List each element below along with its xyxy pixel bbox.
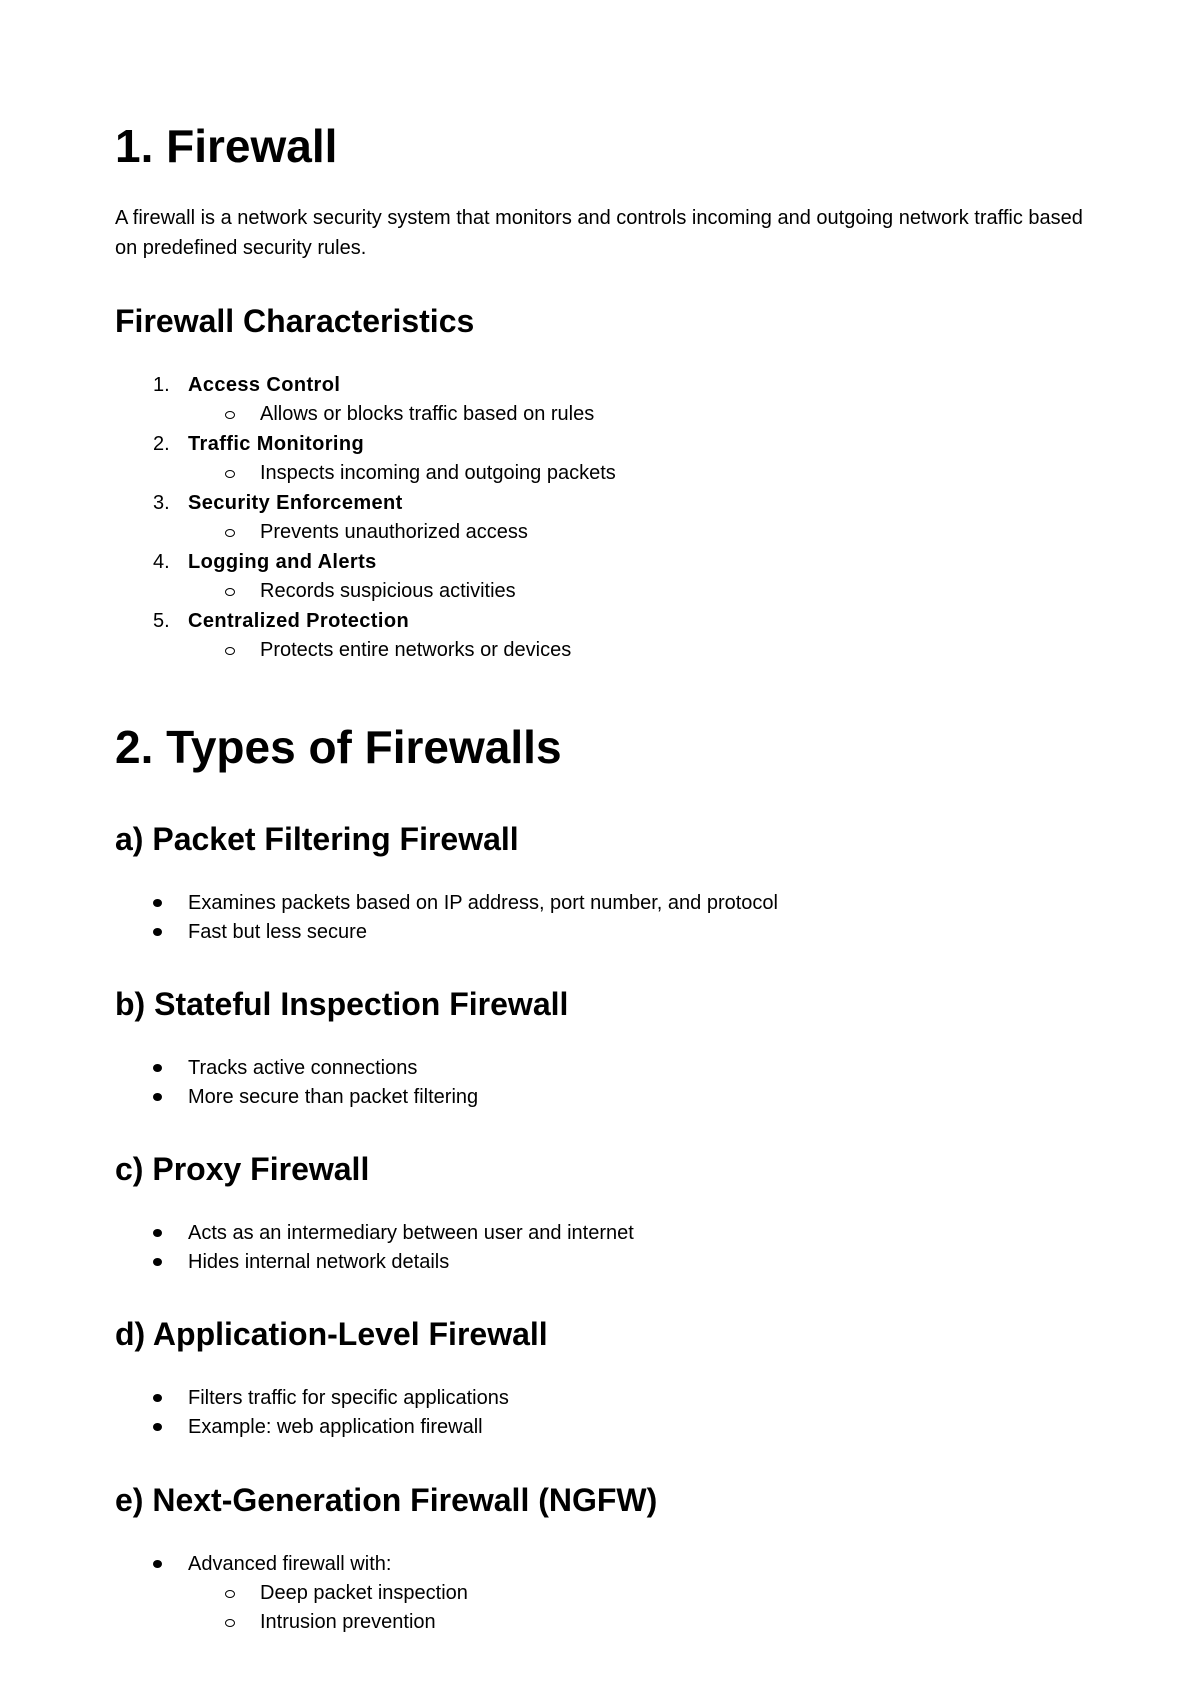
- circle-bullet-icon: [225, 529, 235, 537]
- type-heading: b) Stateful Inspection Firewall: [115, 986, 569, 1022]
- type-bullet: Fast but less secure: [188, 921, 367, 943]
- list-number: 2.: [153, 433, 170, 455]
- characteristic-detail: Allows or blocks traffic based on rules: [260, 403, 595, 425]
- section-title-firewall: 1. Firewall: [115, 120, 338, 172]
- bullet-dot-icon: [153, 1229, 162, 1237]
- bullet-dot-icon: [153, 899, 162, 907]
- type-bullet: Acts as an intermediary between user and internet: [188, 1222, 634, 1244]
- bullet-dot-icon: [153, 928, 162, 936]
- bullet-dot-icon: [153, 1064, 162, 1072]
- list-number: 4.: [153, 551, 170, 573]
- circle-bullet-icon: [225, 1590, 235, 1598]
- type-bullet: Filters traffic for specific applications: [188, 1387, 509, 1409]
- section-title-types: 2. Types of Firewalls: [115, 721, 562, 773]
- circle-bullet-icon: [225, 470, 235, 478]
- characteristic-detail: Records suspicious activities: [260, 580, 516, 602]
- circle-bullet-icon: [225, 411, 235, 419]
- characteristic-detail: Inspects incoming and outgoing packets: [260, 462, 616, 484]
- bullet-dot-icon: [153, 1423, 162, 1431]
- characteristic-title: Centralized Protection: [188, 610, 410, 632]
- type-heading: e) Next-Generation Firewall (NGFW): [115, 1482, 658, 1518]
- type-subbullet: Intrusion prevention: [260, 1611, 436, 1633]
- type-bullet: Examines packets based on IP address, port number, and protocol: [188, 892, 778, 914]
- bullet-dot-icon: [153, 1258, 162, 1266]
- characteristic-title: Security Enforcement: [188, 492, 403, 514]
- type-bullet: More secure than packet filtering: [188, 1086, 479, 1108]
- circle-bullet-icon: [225, 588, 235, 596]
- type-heading: d) Application-Level Firewall: [115, 1316, 548, 1352]
- bullet-dot-icon: [153, 1394, 162, 1402]
- list-number: 1.: [153, 374, 170, 396]
- bullet-dot-icon: [153, 1560, 162, 1568]
- list-number: 5.: [153, 610, 170, 632]
- type-subbullet: Deep packet inspection: [260, 1582, 468, 1604]
- characteristic-detail: Protects entire networks or devices: [260, 639, 572, 661]
- characteristic-title: Logging and Alerts: [188, 551, 377, 573]
- type-bullet: Hides internal network details: [188, 1251, 450, 1273]
- type-bullet: Example: web application firewall: [188, 1416, 483, 1438]
- characteristic-title: Traffic Monitoring: [188, 433, 365, 455]
- type-bullet: Tracks active connections: [188, 1057, 418, 1079]
- list-number: 3.: [153, 492, 170, 514]
- characteristics-heading: Firewall Characteristics: [115, 303, 475, 339]
- type-heading: a) Packet Filtering Firewall: [115, 821, 519, 857]
- intro-paragraph: A firewall is a network security system that monitors and controls incoming and outgoing network traffic based on predefined security rules.: [115, 207, 1083, 259]
- characteristic-detail: Prevents unauthorized access: [260, 521, 528, 543]
- circle-bullet-icon: [225, 1619, 235, 1627]
- type-heading: c) Proxy Firewall: [115, 1151, 370, 1187]
- bullet-dot-icon: [153, 1093, 162, 1101]
- characteristic-title: Access Control: [188, 374, 341, 396]
- type-bullet: Advanced firewall with:: [188, 1553, 392, 1575]
- circle-bullet-icon: [225, 647, 235, 655]
